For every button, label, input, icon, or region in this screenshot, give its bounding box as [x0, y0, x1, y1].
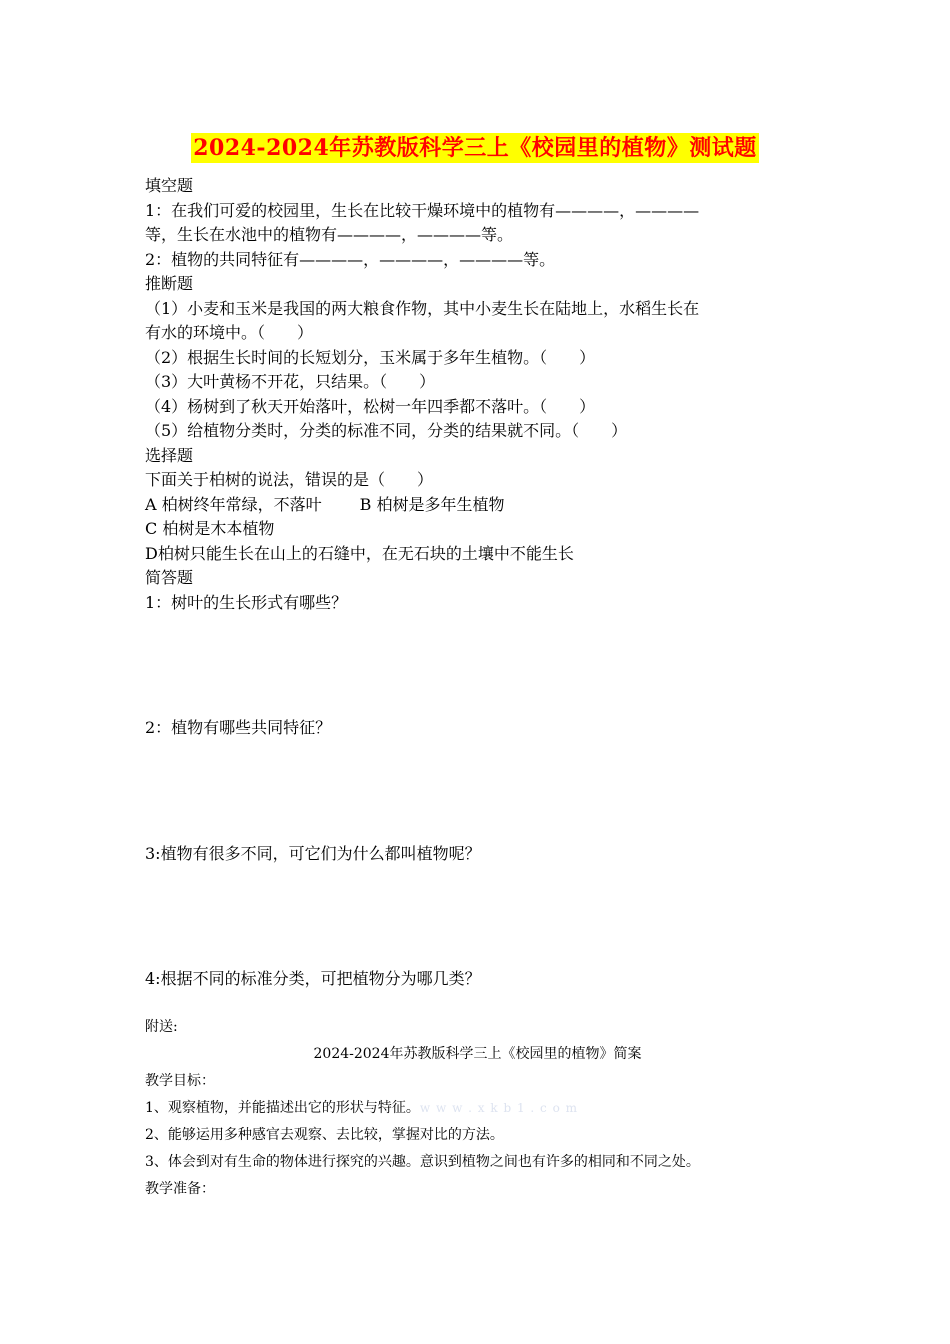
- choice-option-b: B 柏树是多年生植物: [359, 494, 505, 514]
- watermark-text: w w w . x k b 1 . c o m: [419, 1100, 578, 1115]
- goal-2: 2、能够运用多种感官去观察、去比较，掌握对比的方法。: [145, 1126, 504, 1143]
- short-answer-q4: 4:根据不同的标准分类，可把植物分为哪几类？: [145, 969, 481, 988]
- answer-space-2: [145, 741, 810, 842]
- answer-space-3: [145, 866, 810, 967]
- short-answer-q3: 3:植物有很多不同，可它们为什么都叫植物呢？: [145, 843, 481, 863]
- judge-q1-line2: 有水的环境中。（ ）: [145, 323, 314, 342]
- judge-q2: （2）根据生长时间的长短划分，玉米属于多年生植物。（ ）: [145, 347, 596, 367]
- short-answer-q2: 2：植物有哪些共同特征？: [145, 718, 332, 737]
- document-title: 2024-2024年苏教版科学三上《校园里的植物》测试题: [193, 135, 757, 161]
- judge-q3: （3）大叶黄杨不开花，只结果。（ ）: [145, 372, 436, 391]
- goal-1-line: [145, 1095, 810, 1122]
- choice-option-d: D柏树只能生长在山上的石缝中，在无石块的土壤中不能生长: [145, 543, 574, 563]
- short-answer-heading: 简答题: [145, 568, 194, 587]
- short-answer-q1: 1：树叶的生长形式有哪些？: [145, 592, 348, 612]
- fill-blank-q1-line1: 1：在我们可爱的校园里，生长在比较干燥环境中的植物有————，————: [145, 200, 700, 220]
- judge-heading: 推断题: [145, 274, 194, 293]
- goals-heading: 教学目标：: [145, 1072, 215, 1089]
- title-container: [0, 133, 950, 163]
- document-body: [145, 174, 810, 1203]
- goal-3: 3、体会到对有生命的物体进行探究的兴趣。意识到植物之间也有许多的相同和不同之处。: [145, 1153, 700, 1170]
- answer-space-4: [145, 992, 810, 1014]
- appendix-title: 2024-2024年苏教版科学三上《校园里的植物》简案: [313, 1045, 642, 1062]
- choice-option-a: A 柏树终年常绿，不落叶: [145, 494, 322, 514]
- answer-space-1: [145, 615, 810, 716]
- prep-heading: 教学准备：: [145, 1180, 215, 1197]
- judge-q5: （5）给植物分类时，分类的标准不同，分类的结果就不同。（ ）: [145, 421, 628, 440]
- fill-blank-q1-line2: 等，生长在水池中的植物有————，————等。: [145, 225, 514, 244]
- appendix-label: 附送:: [145, 1018, 178, 1035]
- judge-q4: （4）杨树到了秋天开始落叶，松树一年四季都不落叶。（ ）: [145, 396, 596, 416]
- choice-question: 下面关于柏树的说法，错误的是（ ）: [145, 470, 434, 489]
- choice-option-c: C 柏树是木本植物: [145, 519, 275, 538]
- choice-options-ab: [145, 493, 810, 518]
- goal-1: 1、观察植物，并能描述出它的形状与特征。: [145, 1099, 420, 1116]
- choice-heading: 选择题: [145, 445, 194, 465]
- fill-blank-heading: 填空题: [145, 176, 194, 195]
- fill-blank-q2: 2：植物的共同特征有————，————，————等。: [145, 249, 556, 269]
- judge-q1-line1: （1）小麦和玉米是我国的两大粮食作物，其中小麦生长在陆地上，水稻生长在: [145, 298, 700, 318]
